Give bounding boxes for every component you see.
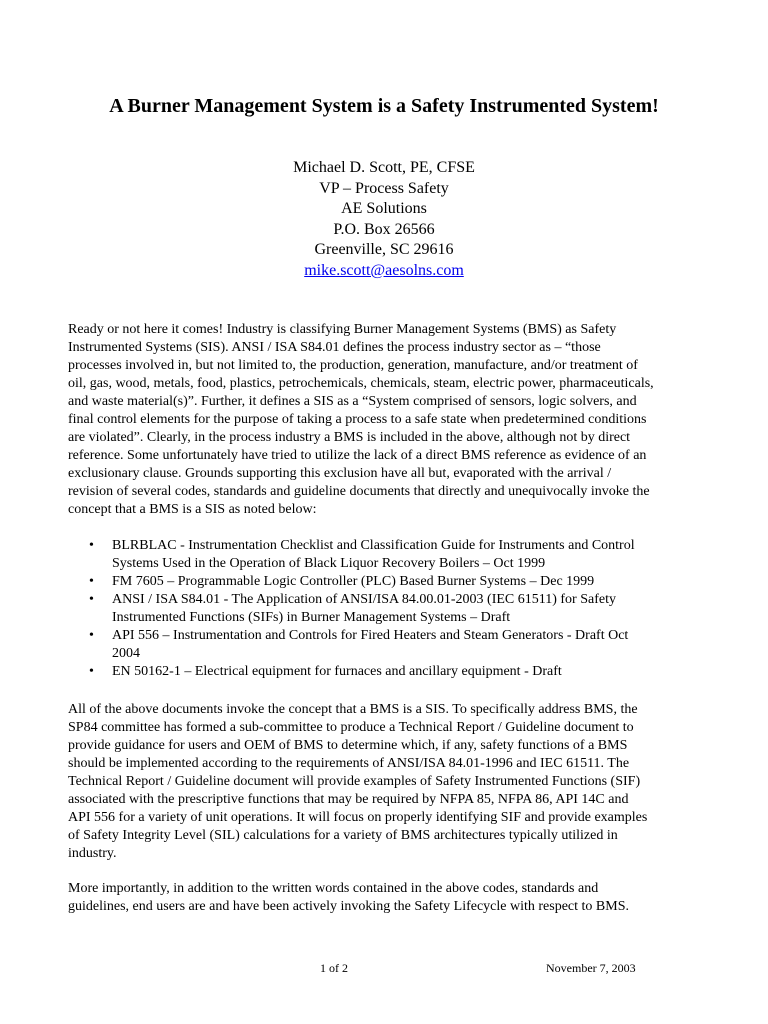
author-name: Michael D. Scott, PE, CFSE [293, 159, 475, 176]
paragraph-line: provide guidance for users and OEM of BMS to determine which, if any, safety functions of a BMS [68, 738, 628, 753]
paragraph-line: are violated”. Clearly, in the process industry a BMS is included in the above, although not by direct [68, 430, 631, 445]
paragraph-line: SP84 committee has formed a sub-committee to produce a Technical Report / Guideline document to [68, 720, 634, 735]
list-item [68, 591, 708, 627]
paragraph-line: should be implemented according to the requirements of ANSI/ISA 84.01-1996 and IEC 61511. The [68, 756, 630, 771]
paragraph-line: concept that a BMS is a SIS as noted below: [68, 502, 317, 517]
paragraph-line: reference. Some unfortunately have tried to utilize the lack of a direct BMS reference as evidence of an [68, 448, 647, 463]
paragraph-line: and waste material(s)”. Further, it defines a SIS as a “System comprised of sensors, logic solvers, and [68, 394, 637, 409]
bullet-icon: • [89, 664, 94, 679]
paragraph-line: guidelines, end users are and have been actively invoking the Safety Lifecycle with respect to BMS. [68, 899, 629, 914]
author-position: VP – Process Safety [319, 179, 449, 197]
author-city: Greenville, SC 29616 [314, 241, 454, 259]
paragraph-line: Ready or not here it comes! Industry is classifying Burner Management Systems (BMS) as Safety [68, 322, 617, 337]
list-item-line: 2004 [112, 646, 140, 661]
bullet-icon: • [89, 538, 94, 553]
bullet-icon: • [89, 628, 94, 643]
paragraph-lifecycle [68, 880, 708, 916]
paragraph-line: Technical Report / Guideline document will provide examples of Safety Instrumented Functions (SIF) [68, 774, 641, 789]
paragraph-line: exclusionary clause. Grounds supporting this exclusion have all but, evaporated with the arrival / [68, 466, 612, 481]
list-item [68, 627, 708, 663]
paragraph-line: associated with the prescriptive functions that may be required by NFPA 85, NFPA 86, API 14C and [68, 792, 629, 807]
document-title: A Burner Management System is a Safety Instrumented System! [109, 95, 659, 117]
paragraph-line: API 556 for a variety of unit operations. It will focus on properly identifying SIF and provide examples [68, 810, 648, 825]
paragraph-line: Instrumented Systems (SIS). ANSI / ISA S84.01 defines the process industry sector as – “those [68, 340, 601, 355]
bullet-list [68, 537, 708, 681]
list-item-line: BLRBLAC - Instrumentation Checklist and Classification Guide for Instruments and Control [112, 538, 635, 553]
list-item [68, 537, 708, 573]
list-item-line: ANSI / ISA S84.01 - The Application of ANSI/ISA 84.00.01-2003 (IEC 61511) for Safety [112, 592, 616, 607]
author-block [0, 158, 768, 282]
footer-date: November 7, 2003 [546, 961, 636, 975]
paragraph-line: oil, gas, wood, metals, food, plastics, petrochemicals, chemicals, steam, electric power, pharmaceuticals, [68, 376, 654, 391]
list-item-line: FM 7605 – Programmable Logic Controller (PLC) Based Burner Systems – Dec 1999 [112, 574, 595, 589]
paragraph-sp84 [68, 701, 708, 863]
author-po-box: P.O. Box 26566 [333, 220, 435, 238]
paragraph-line: processes involved in, but not limited to, the production, generation, manufacture, and/or treatment of [68, 358, 638, 373]
author-email-link[interactable]: mike.scott@aesolns.com [304, 261, 464, 279]
author-company: AE Solutions [341, 200, 427, 218]
paragraph-line: revision of several codes, standards and guideline documents that directly and unequivocally invoke the [68, 484, 650, 499]
bullet-icon: • [89, 592, 94, 607]
paragraph-line: of Safety Integrity Level (SIL) calculations for a variety of BMS architectures typically utilized in [68, 828, 618, 843]
list-item [68, 663, 708, 681]
paragraph-line: industry. [68, 846, 117, 861]
paragraph-line: More importantly, in addition to the written words contained in the above codes, standards and [68, 881, 599, 896]
list-item-line: EN 50162-1 – Electrical equipment for furnaces and ancillary equipment - Draft [112, 664, 562, 679]
list-item-line: Systems Used in the Operation of Black Liquor Recovery Boilers – Oct 1999 [112, 556, 546, 571]
paragraph-line: All of the above documents invoke the concept that a BMS is a SIS. To specifically address BMS, the [68, 702, 638, 717]
list-item [68, 573, 708, 591]
bullet-icon: • [89, 574, 94, 589]
list-item-line: Instrumented Functions (SIFs) in Burner Management Systems – Draft [112, 610, 511, 625]
paragraph-line: final control elements for the purpose of taking a process to a safe state when predetermined conditions [68, 412, 647, 427]
paragraph-intro [68, 321, 708, 519]
footer-page-number: 1 of 2 [320, 961, 348, 975]
list-item-line: API 556 – Instrumentation and Controls for Fired Heaters and Steam Generators - Draft Oct [112, 628, 629, 643]
